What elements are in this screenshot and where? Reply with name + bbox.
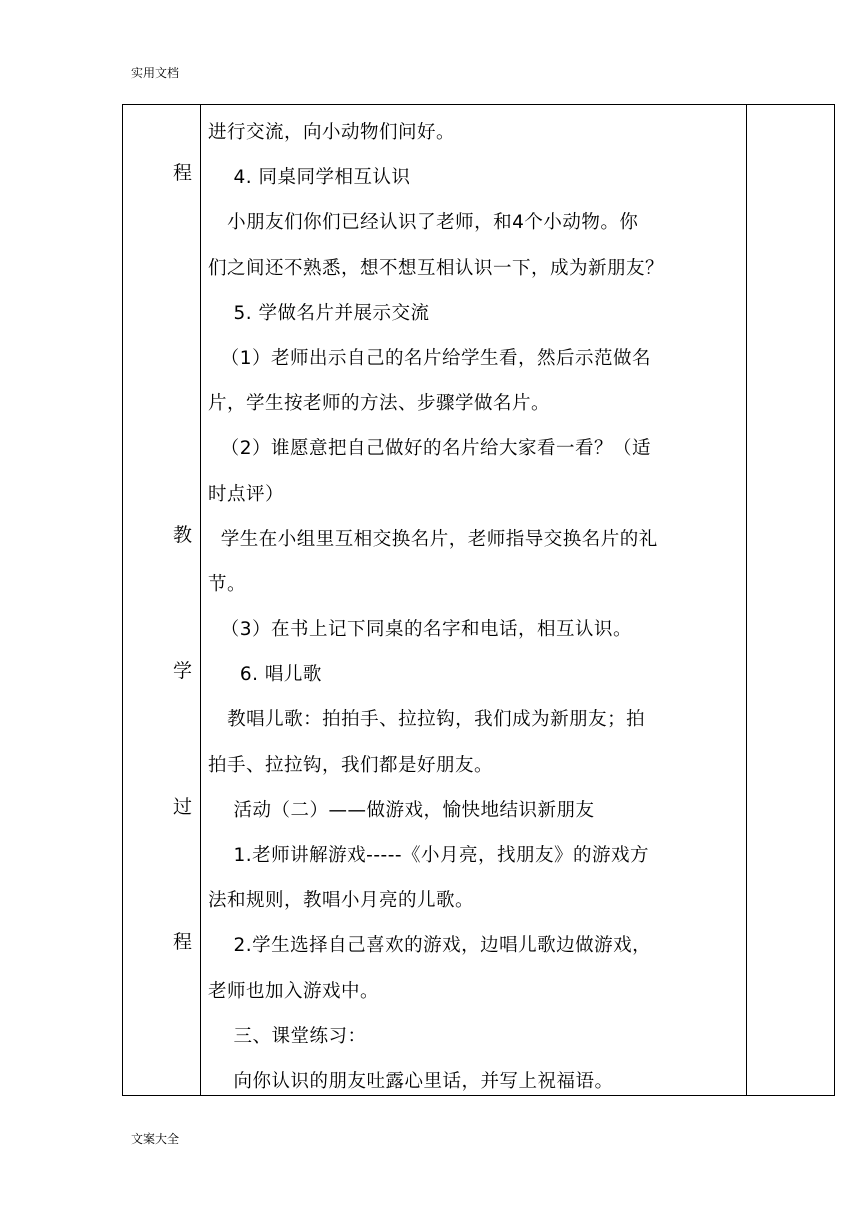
text-line: （2）谁愿意把自己做好的名片给大家看一看？（适 [208,438,652,460]
text-line: 小朋友们你们已经认识了老师，和4个小动物。你 [208,212,639,234]
text-line: 教唱儿歌：拍拍手、拉拉钩，我们成为新朋友；拍 [208,709,646,731]
column-divider [200,105,201,1095]
side-label-char: 过 [173,796,193,818]
text-line: 进行交流，向小动物们问好。 [208,122,456,143]
text-line: 活动（二）——做游戏，愉快地结识新朋友 [208,799,595,821]
text-line: 节。 [208,573,247,595]
side-label-char: 学 [173,660,193,682]
lesson-content [208,110,743,1104]
lesson-table [122,104,835,1096]
text-line: 4. 同桌同学相互认识 [208,167,411,189]
text-line: 们之间还不熟悉，想不想互相认识一下，成为新朋友？ [208,257,665,279]
column-divider [746,105,747,1095]
text-line: 拍手、拉拉钩，我们都是好朋友。 [208,754,494,776]
text-line: （1）老师出示自己的名片给学生看，然后示范做名 [208,347,652,369]
text-line: 2.学生选择自己喜欢的游戏，边唱儿歌边做游戏， [208,935,652,957]
text-line: （3）在书上记下同桌的名字和电话，相互认识。 [208,619,633,641]
text-line: 三、课堂练习： [208,1025,367,1047]
page-footer: 文案大全 [131,1132,180,1146]
side-label-char: 程 [173,931,193,953]
text-line: 片，学生按老师的方法、步骤学做名片。 [208,393,551,415]
text-line: 6. 唱儿歌 [208,664,322,686]
text-line: 老师也加入游戏中。 [208,980,380,1002]
side-label-char: 教 [173,524,193,546]
text-line: 1.老师讲解游戏-----《小月亮，找朋友》的游戏方 [208,845,650,866]
text-line: 学生在小组里互相交换名片，老师指导交换名片的礼 [208,528,658,550]
text-line: 时点评） [208,483,285,505]
text-line: 向你认识的朋友吐露心里话，并写上祝福语。 [208,1070,614,1092]
text-line: 5. 学做名片并展示交流 [208,302,430,324]
side-label-char: 程 [173,162,193,184]
page-header: 实用文档 [131,66,180,80]
text-line: 法和规则，教唱小月亮的儿歌。 [208,890,475,912]
